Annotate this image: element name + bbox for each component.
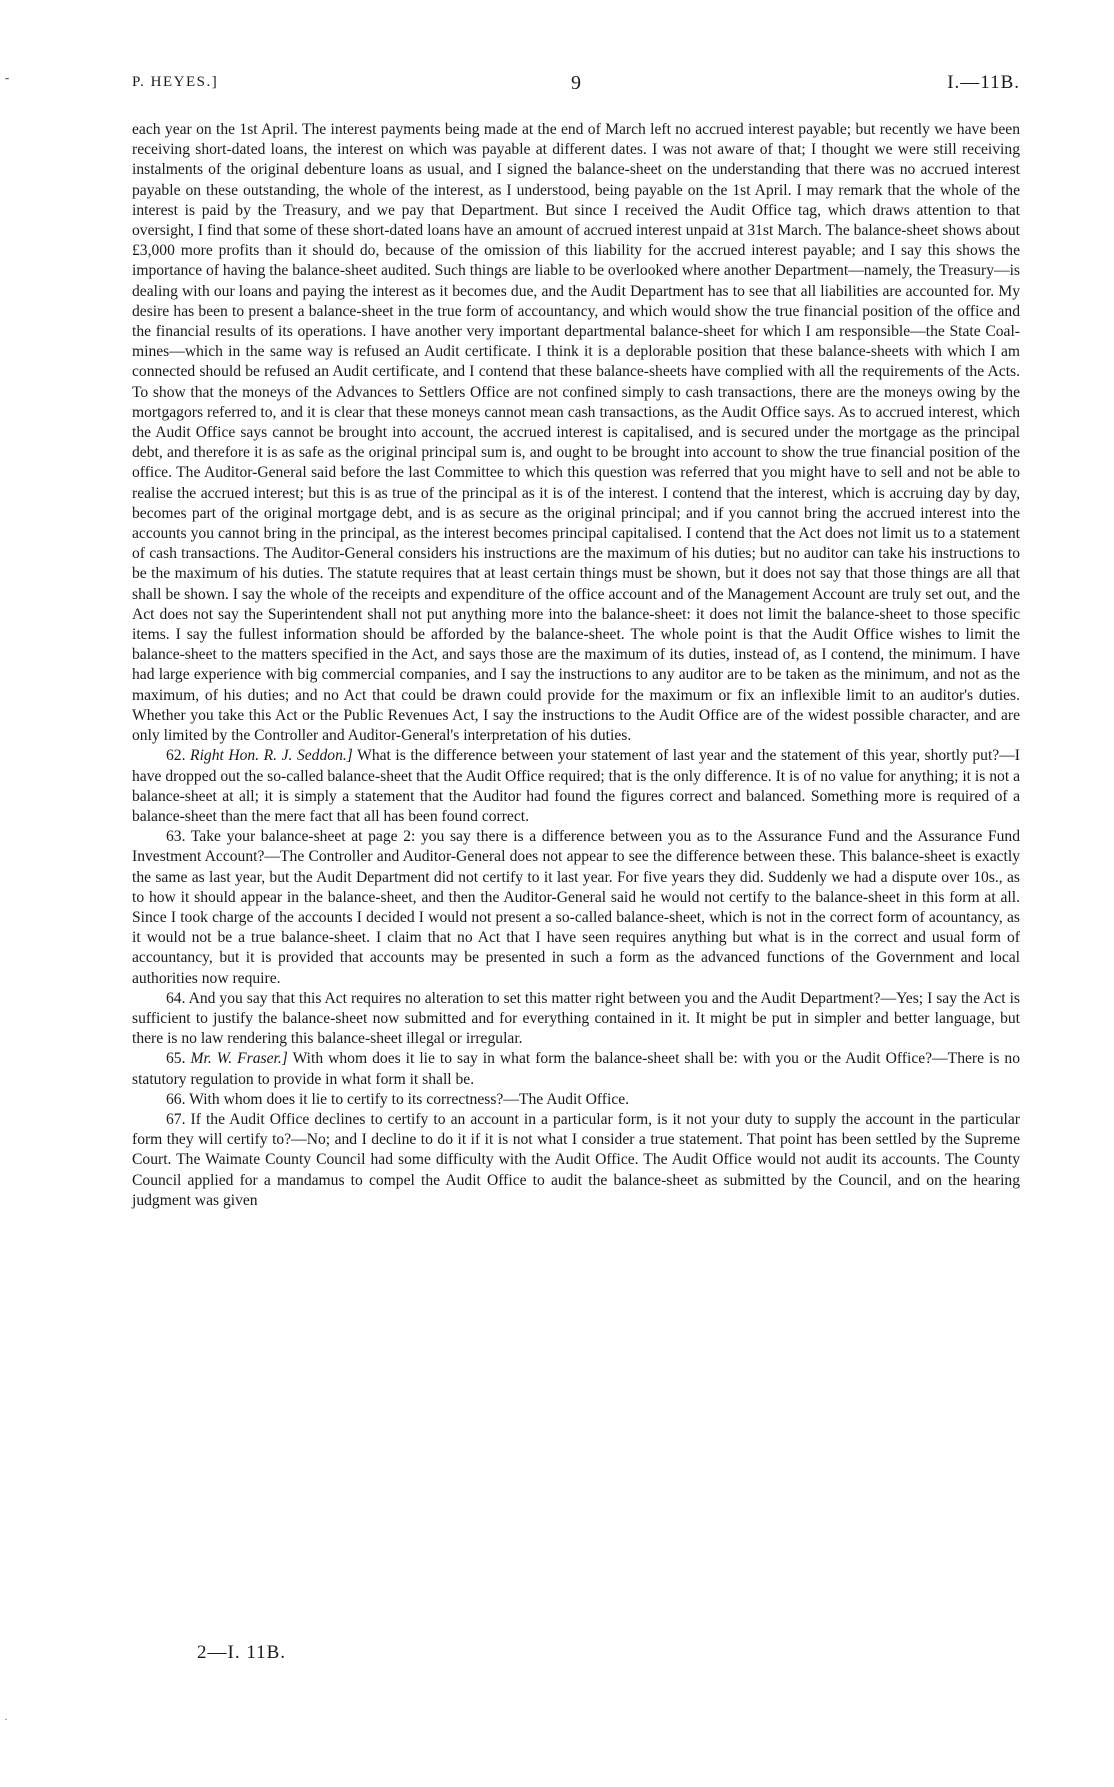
question-number: 64. (166, 989, 186, 1007)
margin-mark: ⁃ (4, 72, 10, 86)
question-62 (132, 746, 1020, 827)
page-signature: 2—I. 11B. (197, 1642, 287, 1663)
question-text: Take your balance-sheet at page 2: you say there is a difference between you as to the Assurance Fund and the Assurance Fund Investment Account?—The Controller and Auditor-General does not appear to see the difference between these. This balance-sheet is exactly the same as last year, but the Audit Department did not certify to it last year. For five years they did. Suddenly we had a dispute over 10s., as to how it should appear in the balance-sheet, and then the Auditor-General said he would not certify to the balance-sheet in this form at all. Since I took charge of the accounts I decided I would not present a so-called balance-sheet, which is not in the correct form of acountancy, as it would not be a true balance-sheet. I claim that no Act that I have seen requires anything but what is in the correct and usual form of accountancy, but it is provided that accounts may be presented in such a form as the advanced functions of the Government and local authorities now require. (132, 828, 1020, 987)
header-paper-reference: I.—11B. (947, 72, 1020, 93)
question-text: What is the difference between your statement of last year and the statement of this year, shortly put?—I have dropped out the so-called balance-sheet that the Audit Office required; that is the only difference. It is of no value for anything; it is not a balance-sheet at all; it is simply a statement that the Auditor had found the figures correct and balanced. Something more is required of a balance-sheet than the mere fact that all has been found correct. (132, 747, 1020, 825)
question-number: 65. (166, 1050, 186, 1068)
speaker-name: Mr. W. Fraser.] (190, 1050, 288, 1068)
question-67 (132, 1110, 1020, 1211)
margin-mark: · (4, 1712, 8, 1726)
question-63 (132, 827, 1020, 989)
header-witness-name: P. HEYES.] (132, 74, 219, 90)
question-number: 66. (166, 1090, 186, 1108)
question-number: 63. (166, 828, 186, 846)
paragraph-text: each year on the 1st April. The interest payments being made at the end of March left no accrued interest payable; but recently we have been receiving short-dated loans, the interest on which was payable at different dates. I was not aware of that; I thought we were still receiving instalments of the original debenture loans as usual, and I signed the balance-sheet on the understanding that there was no accrued interest payable on these outstanding, the whole of the interest, as I understood, being payable on the 1st April. I may remark that the whole of the interest is paid by the Treasury, and we pay that Department. But since I received the Audit Office tag, which draws attention to that oversight, I find that some of these short-dated loans have an amount of accrued interest unpaid at 31st March. The balance-sheet shows about £3,000 more profits than it should do, because of the omission of this liability for the accrued interest payable; and I say this shows the importance of having the balance-sheet audited. Such things are liable to be overlooked where another Department—namely, the Treasury—is dealing with our loans and paying the interest as it becomes due, and the Audit Department has to see that all liabilities are accounted for. My desire has been to present a balance-sheet in the true form of accountancy, and which would show the true financial position of the office and the financial results of its operations. I have another very important departmental balance-sheet for which I am responsible—the State Coal-mines—which in the same way is refused an Audit certificate. I think it is a deplorable position that these balance-sheets with which I am connected should be refused an Audit certificate, and I contend that these balance-sheets have complied with all the requirements of the Acts. To show that the moneys of the Advances to Settlers Office are not confined simply to cash transactions, there are the moneys owing by the mortgagors referred to, and it is clear that these moneys cannot mean cash transactions, as the Audit Office says. As to accrued interest, which the Audit Office says cannot be brought into account, the accrued interest is capitalised, and is secured under the mortgage as the principal debt, and therefore it is as safe as the original principal sum is, and ought to be brought into account to show the true financial position of the office. The Auditor-General said before the last Committee to which this question was referred that you might have to sell and not be able to realise the accrued interest; but this is as true of the principal as it is of the interest. I contend that the interest, which is accruing day by day, becomes part of the original mortgage debt, and is as secure as the original principal; and if you cannot bring the accrued interest into the accounts you cannot bring in the principal, as the interest becomes principal capitalised. I contend that the Act does not limit us to a statement of cash transactions. The Auditor-General considers his instructions are the maximum of his duties; but no auditor can take his instructions to be the maximum of his duties. The statute requires that at least certain things must be shown, but it does not say that those things are all that shall be shown. I say the whole of the receipts and expenditure of the office account and of the Management Account are truly set out, and the Act does not say the Superintendent shall not put anything more into the balance-sheet: it does not limit the balance-sheet to those specific items. I say the fullest information should be afforded by the balance-sheet. The whole point is that the Audit Office wishes to limit the balance-sheet to the matters specified in the Act, and says those are the maximum of its duties, instead of, as I contend, the minimum. I have had large experience with big commercial companies, and I say the instructions to any auditor are to be taken as the minimum, and not as the maximum, of his duties; and no Act that could be drawn could provide for the maximum or fix an inflexible limit to an auditor's duties. Whether you take this Act or the Public Revenues Act, I say the instructions to the Audit Office are of the widest possible character, and are only limited by the Controller and Auditor-General's interpretation of his duties. (132, 121, 1020, 745)
question-65 (132, 1049, 1020, 1089)
question-text: With whom does it lie to say in what form the balance-sheet shall be: with you or the Audit Office?—There is no statutory regulation to provide in what form it shall be. (132, 1050, 1021, 1088)
page-number: 9 (571, 72, 581, 94)
speaker-name: Right Hon. R. J. Seddon.] (190, 747, 353, 765)
question-text: And you say that this Act requires no alteration to set this matter right between you and the Audit Department?—Yes; I say the Act is sufficient to justify the balance-sheet now submitted and for everything contained in it. It might be put in simpler and better language, but there is no law rendering this balance-sheet illegal or irregular. (132, 989, 1020, 1048)
paragraph-continuation (132, 120, 1020, 746)
question-text: With whom does it lie to certify to its correctness?—The Audit Office. (189, 1090, 630, 1108)
question-text: If the Audit Office declines to certify to an account in a particular form, is it not your duty to supply the account in the particular form they will certify to?—No; and I decline to do it if it is not what I consider a true statement. That point has been settled by the Supreme Court. The Waimate County Council had some difficulty with the Audit Office. The Audit Office would not audit its accounts. The County Council applied for a mandamus to compel the Audit Office to audit the balance-sheet as submitted by the Council, and on the hearing judgment was given (132, 1110, 1020, 1209)
question-number: 62. (166, 747, 186, 765)
question-64 (132, 989, 1020, 1050)
page-header (132, 72, 1020, 98)
question-number: 67. (166, 1110, 186, 1128)
question-66 (132, 1090, 1020, 1110)
evidence-text (132, 120, 1020, 1211)
